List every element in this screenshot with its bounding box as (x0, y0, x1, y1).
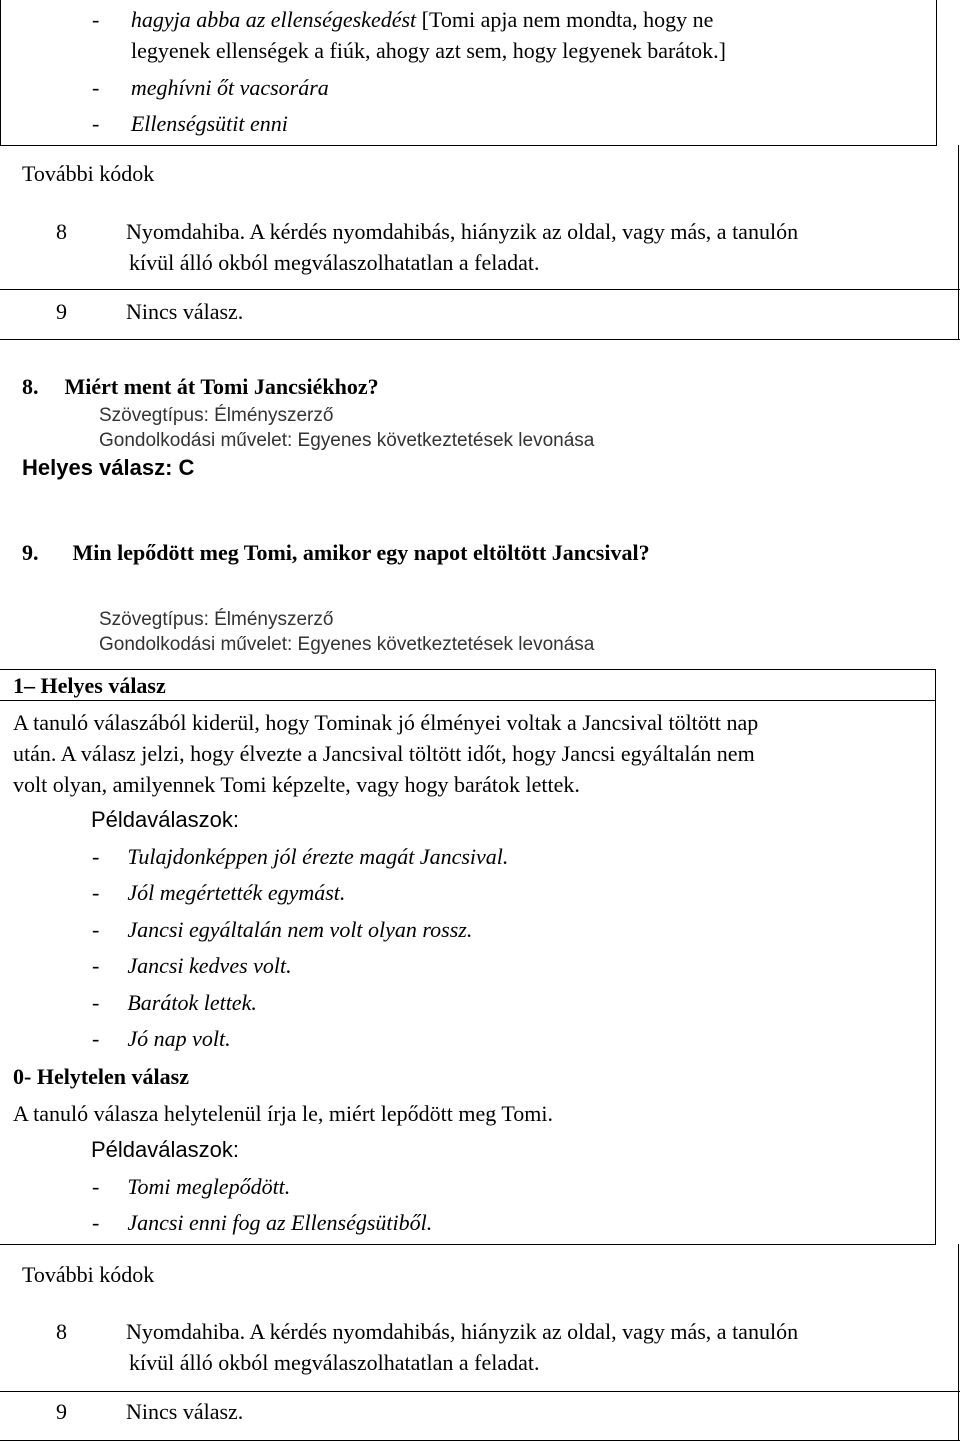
q9-code-9: 9 Nincs válasz. (56, 1399, 244, 1424)
top-further-codes-title: További kódok (22, 161, 155, 186)
correct-example-2: - Jól megértették egymást. (92, 880, 346, 905)
top-code-8: 8 Nyomdahiba. A kérdés nyomdahibás, hiányzik az oldal, vagy más, a tanulón (56, 219, 799, 244)
wrong-answer-title: 0- Helytelen válasz (13, 1064, 189, 1089)
q8-answer: Helyes válasz: C (22, 455, 195, 480)
q9-box-top-border (0, 669, 936, 670)
q8-header: 8. Miért ment át Tomi Jancsiékhoz? (22, 374, 379, 399)
correct-answer-desc-2: után. A válasz jelzi, hogy élvezte a Jancsival töltött időt, hogy Jancsi egyáltalán nem (13, 741, 755, 766)
correct-answer-desc-1: A tanuló válaszából kiderül, hogy Tominak jó élményei voltak a Jancsival töltött nap (13, 710, 759, 735)
top-code-8-line2: kívül álló okból megválaszolhatatlan a feladat. (129, 250, 540, 275)
wrong-example-2: - Jancsi enni fog az Ellenségsütiből. (92, 1210, 433, 1235)
wrong-example-1: - Tomi meglepődött. (92, 1174, 291, 1199)
q8-text-type: Szövegtípus: Élményszerző (99, 405, 334, 426)
top-list-item-1-line2: legyenek ellenségek a fiúk, ahogy azt sem, hogy legyenek barátok.] (131, 38, 726, 63)
q9-box-bottom-border (0, 1244, 936, 1245)
correct-example-6: - Jó nap volt. (92, 1026, 231, 1051)
wrong-answer-desc: A tanuló válasza helytelenül írja le, miért lepődött meg Tomi. (13, 1101, 553, 1126)
codes-separator (0, 289, 960, 290)
top-code-9: 9 Nincs válasz. (56, 299, 244, 324)
top-list-item-2: - meghívni őt vacsorára (92, 75, 329, 100)
top-box-right-border (936, 0, 937, 145)
correct-answer-desc-3: volt olyan, amilyennek Tomi képzelte, vagy hogy barátok lettek. (13, 772, 580, 797)
correct-example-5: - Barátok lettek. (92, 990, 257, 1015)
correct-example-3: - Jancsi egyáltalán nem volt olyan rossz. (92, 917, 473, 942)
q9-further-codes-title: További kódok (22, 1262, 155, 1287)
q9-codes-right-border (958, 1244, 959, 1440)
q8-thinking: Gondolkodási művelet: Egyenes következtetések levonása (99, 430, 595, 451)
codes-box-right-border (958, 145, 959, 340)
q9-thinking: Gondolkodási művelet: Egyenes következtetések levonása (99, 634, 595, 655)
q9-text-type: Szövegtípus: Élményszerző (99, 609, 334, 630)
q9-code-8-line2: kívül álló okból megválaszolhatatlan a feladat. (129, 1350, 540, 1375)
top-list-item-1: - hagyja abba az ellenségeskedést [Tomi apja nem mondta, hogy ne (92, 7, 714, 32)
q9-codes-bottom-border (0, 1440, 960, 1441)
q9-code-8: 8 Nyomdahiba. A kérdés nyomdahibás, hiányzik az oldal, vagy más, a tanulón (56, 1319, 799, 1344)
correct-answer-title: 1– Helyes válasz (13, 673, 166, 698)
q9-header: 9. Min lepődött meg Tomi, amikor egy napot eltöltött Jancsival? (22, 540, 650, 565)
top-box-left-border (0, 0, 1, 145)
q9-box-right-border (935, 669, 936, 1244)
top-list-item-3: - Ellenségsütit enni (92, 111, 288, 136)
top-box-bottom-border (0, 145, 937, 146)
correct-example-1: - Tulajdonképpen jól érezte magát Jancsival. (92, 844, 509, 869)
correct-examples-label: Példaválaszok: (91, 807, 239, 832)
codes-box-bottom-border (0, 339, 960, 340)
correct-example-4: - Jancsi kedves volt. (92, 953, 292, 978)
wrong-examples-label: Példaválaszok: (91, 1137, 239, 1162)
q9-codes-separator (0, 1391, 960, 1392)
